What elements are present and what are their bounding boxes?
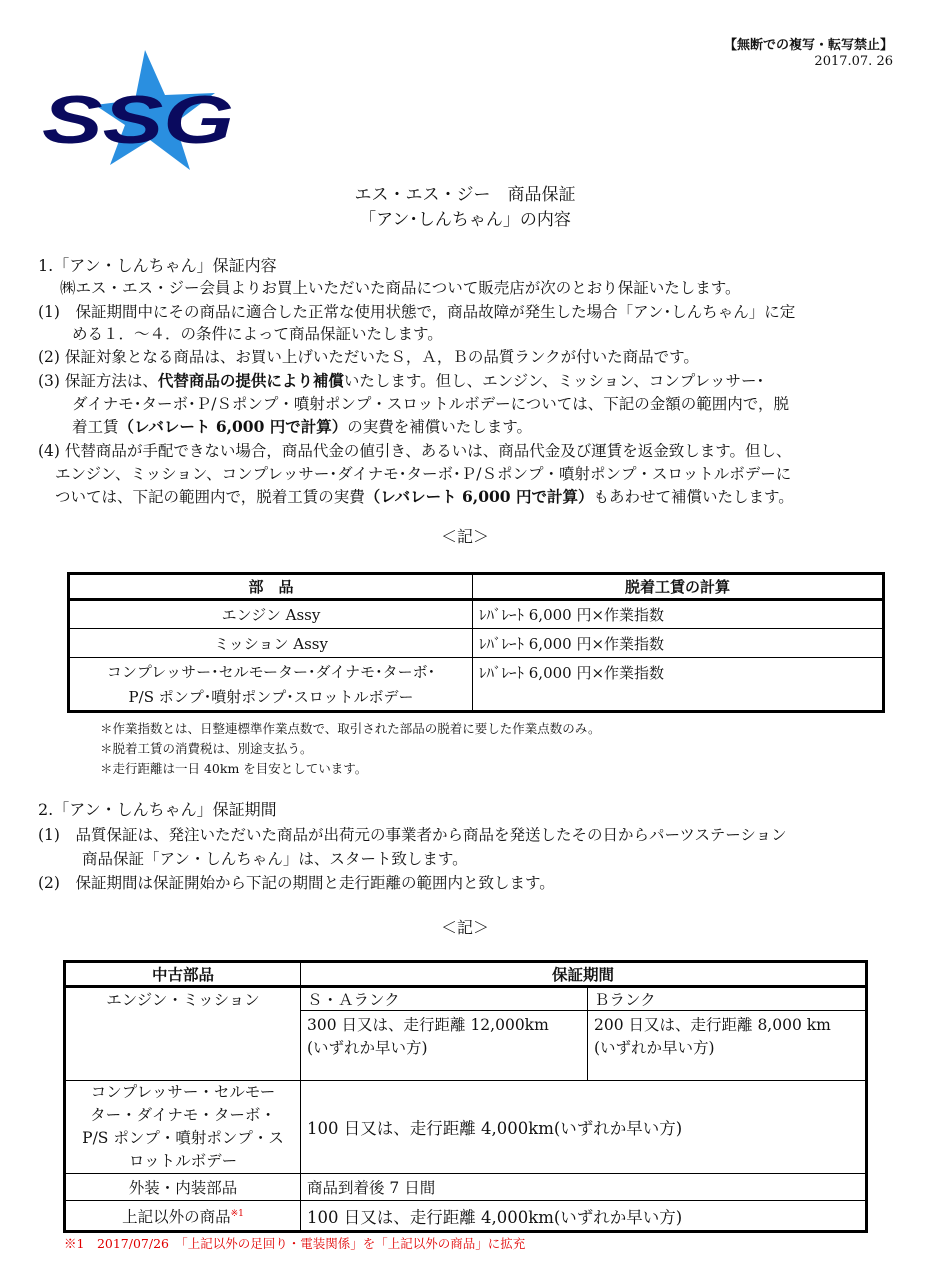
other-label xyxy=(65,1201,301,1232)
engine-mission-label: エンジン・ミッション xyxy=(65,987,301,1081)
text: (いずれか早い方) xyxy=(307,1039,428,1057)
ki-label-1: ＜記＞ xyxy=(440,527,489,546)
section1-intro: ㈱エス・エス・ジー会員よりお買上いただいた商品について販売店が次のとおり保証いたします。 xyxy=(60,279,741,297)
s2-item1-line2: 商品保証「アン・しんちゃん」は、スタート致します。 xyxy=(82,850,468,868)
exterior-period: 商品到着後 7 日間 xyxy=(301,1174,867,1201)
document-date: 2017.07. 26 xyxy=(814,54,893,69)
text: ター・ダイナモ・ターボ・ xyxy=(90,1106,276,1124)
rank-sa: Ｓ・Ａランク xyxy=(301,987,588,1011)
b-period-cell xyxy=(588,1011,867,1081)
svg-text:SSG: SSG xyxy=(42,82,234,158)
note-1: ＊作業指数とは、日整連標準作業点数で、取引された部品の脱着に要した作業点数のみ。 xyxy=(100,721,601,736)
part-cell: ミッション Assy xyxy=(69,629,473,658)
labor-cell: ﾚﾊﾞﾚｰﾄ 6,000 円×作業指数 xyxy=(473,600,884,629)
note-3: ＊走行距離は一日 40km を目安としています。 xyxy=(100,761,368,776)
col-header-used-part: 中古部品 xyxy=(65,962,301,987)
ssg-logo xyxy=(40,45,240,170)
warranty-period-table xyxy=(63,960,868,1233)
text: 上記以外の商品 xyxy=(122,1207,231,1226)
compressor-label xyxy=(65,1081,301,1174)
item3-line1 xyxy=(38,369,764,391)
text: (いずれか早い方) xyxy=(594,1039,715,1057)
emphasis: 代替商品の提供により補償 xyxy=(157,371,344,390)
item1-line1: (1) 保証期間中にその商品に適合した正常な使用状態で，商品故障が発生した場合「アン･しんちゃん」に定 xyxy=(38,303,796,321)
copy-prohibited-notice: 【無断での複写・転写禁止】 xyxy=(723,38,893,53)
text: P/S ポンプ･噴射ポンプ･スロットルボデー xyxy=(128,688,414,706)
s2-item1-line1: (1) 品質保証は、発注いただいた商品が出荷元の事業者から商品を発送したその日からパーツステーション xyxy=(38,826,787,844)
doc-title-line2: 「アン･しんちゃん」の内容 xyxy=(359,210,571,230)
ki-label-2: ＜記＞ xyxy=(440,918,489,937)
item4-line3 xyxy=(55,485,794,507)
item4-line2: エンジン、ミッション、コンプレッサー･ダイナモ･ターボ･Ｐ/Ｓポンプ・噴射ポンプ・スロットルボデーに xyxy=(55,465,792,483)
item1-line2: める１．～４．の条件によって商品保証いたします。 xyxy=(72,325,443,343)
text: ロットルボデー xyxy=(128,1152,238,1170)
text: コンプレッサー･セルモーター･ダイナモ･ターボ･ xyxy=(106,663,436,681)
compressor-period: 100 日又は、走行距離 4,000km(いずれか早い方) xyxy=(301,1081,867,1174)
exterior-label: 外装・内装部品 xyxy=(65,1174,301,1201)
sa-period-cell xyxy=(301,1011,588,1081)
footnote: ※1 2017/07/26 「上記以外の足回り・電装関係」を「上記以外の商品」に拡充 xyxy=(64,1236,526,1251)
text: 300 日又は、走行距離 12,000km xyxy=(307,1016,549,1034)
text: コンプレッサー・セルモー xyxy=(90,1083,276,1101)
labor-cell: ﾚﾊﾞﾚｰﾄ 6,000 円×作業指数 xyxy=(473,629,884,658)
footnote-mark: ※1 xyxy=(230,1208,244,1219)
text: いたします。但し、エンジン、ミッション、コンプレッサー･ xyxy=(343,372,765,390)
s2-item2: (2) 保証期間は保証開始から下記の期間と走行距離の範囲内と致します。 xyxy=(38,874,555,892)
text: もあわせて補償いたします。 xyxy=(593,488,794,506)
emphasis: （レバレート 6,000 円で計算） xyxy=(118,417,348,436)
table-row xyxy=(69,658,884,712)
text: 着工賃 xyxy=(72,418,119,436)
doc-title-line1: エス・エス・ジー 商品保証 xyxy=(354,185,576,205)
emphasis: （レバレート 6,000 円で計算） xyxy=(364,487,594,506)
text: (3) 保証方法は、 xyxy=(38,372,158,390)
col-header-period: 保証期間 xyxy=(301,962,867,987)
text: の実費を補償いたします。 xyxy=(347,418,533,436)
text: P/S ポンプ・噴射ポンプ・ス xyxy=(82,1129,284,1147)
section1-heading: 1.「アン・しんちゃん」保証内容 xyxy=(38,256,277,275)
col-header-part: 部 品 xyxy=(69,574,473,600)
labor-cost-table xyxy=(67,572,885,713)
text: 200 日又は、走行距離 8,000 km xyxy=(594,1016,831,1034)
rank-b: Ｂランク xyxy=(588,987,867,1011)
part-cell xyxy=(69,658,473,712)
section2-heading: 2.「アン・しんちゃん」保証期間 xyxy=(38,800,277,819)
item2: (2) 保証対象となる商品は、お買い上げいただいたＳ，Ａ，Ｂの品質ランクが付いた商品です。 xyxy=(38,348,699,366)
labor-cell: ﾚﾊﾞﾚｰﾄ 6,000 円×作業指数 xyxy=(473,658,884,712)
item3-line3 xyxy=(72,415,532,437)
item3-line2: ダイナモ･ターボ･Ｐ/Ｓポンプ・噴射ポンプ・スロットルボデーについては、下記の金額の範囲内で，脱 xyxy=(72,395,789,413)
other-period: 100 日又は、走行距離 4,000km(いずれか早い方) xyxy=(301,1201,867,1232)
table-row xyxy=(69,600,884,629)
note-2: ＊脱着工賃の消費税は、別途支払う。 xyxy=(100,741,313,756)
table-row xyxy=(69,629,884,658)
col-header-labor: 脱着工賃の計算 xyxy=(473,574,884,600)
text: ついては、下記の範囲内で，脱着工賃の実費 xyxy=(55,488,365,506)
item4-line1: (4) 代替商品が手配できない場合，商品代金の値引き、あるいは、商品代金及び運賃を返金致します。但し、 xyxy=(38,442,792,460)
part-cell: エンジン Assy xyxy=(69,600,473,629)
